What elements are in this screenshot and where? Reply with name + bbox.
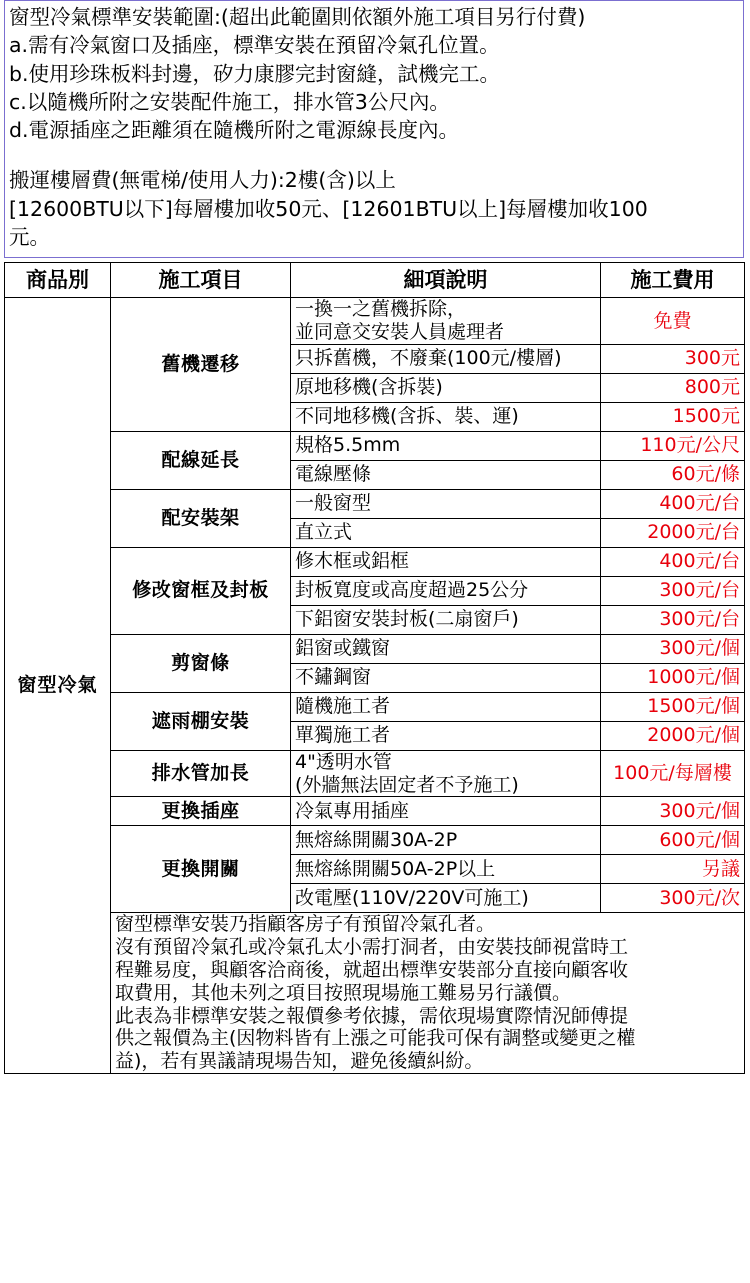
- detail-line-1: 4"透明水管: [295, 750, 392, 773]
- price-cell: 600元/個: [601, 826, 745, 855]
- footnote-line-6: 供之報價為主(因物料皆有上漲之可能我可保有調整或變更之權: [115, 1027, 636, 1050]
- notes-item-d: d.電源插座之距離須在隨機所附之電源線長度內。: [9, 118, 460, 143]
- price-cell: 2000元/個: [601, 721, 745, 750]
- table-row: [5, 826, 745, 855]
- price-cell: 100元/每層樓: [601, 750, 745, 797]
- header-price: 施工費用: [601, 263, 745, 298]
- price-cell: 另議: [601, 855, 745, 884]
- price-cell: 1500元: [601, 402, 745, 431]
- table-row: [5, 797, 745, 826]
- detail-cell: [291, 298, 601, 345]
- detail-cell: 修木框或鋁框: [291, 547, 601, 576]
- footnote-line-5: 此表為非標準安裝之報價參考依據，需依現場實際情況師傅提: [115, 1004, 629, 1027]
- price-cell: 400元/台: [601, 547, 745, 576]
- detail-line-2: (外牆無法固定者不予施工): [295, 773, 519, 796]
- pricing-table: [4, 262, 745, 1074]
- detail-cell: 隨機施工者: [291, 692, 601, 721]
- notes-item-c: c.以隨機所附之安裝配件施工，排水管3公尺內。: [9, 89, 450, 114]
- detail-cell: 不鏽鋼窗: [291, 663, 601, 692]
- detail-cell: 無熔絲開關30A-2P: [291, 826, 601, 855]
- detail-cell: 直立式: [291, 518, 601, 547]
- item-cell-rain-canopy-install: 遮雨棚安裝: [111, 692, 291, 750]
- price-cell: 300元/台: [601, 605, 745, 634]
- item-cell-window-frame-modification: 修改窗框及封板: [111, 547, 291, 634]
- footnote-line-2: 沒有預留冷氣孔或冷氣孔太小需打洞者，由安裝技師視當時工: [115, 936, 629, 959]
- detail-cell: 原地移機(含拆裝): [291, 373, 601, 402]
- detail-cell: 無熔絲開關50A-2P以上: [291, 855, 601, 884]
- detail-cell: 冷氣專用插座: [291, 797, 601, 826]
- installation-scope-notes: [4, 0, 744, 258]
- header-item: 施工項目: [111, 263, 291, 298]
- detail-line-1: 一換一之舊機拆除，: [295, 298, 467, 321]
- notes-title: 窗型冷氣標準安裝範圍:(超出此範圍則依額外施工項目另行付費): [9, 5, 586, 29]
- price-cell: 110元/公尺: [601, 431, 745, 460]
- detail-cell: 一般窗型: [291, 489, 601, 518]
- price-cell: 1000元/個: [601, 663, 745, 692]
- table-row: [5, 547, 745, 576]
- price-cell: 60元/條: [601, 460, 745, 489]
- product-cell: 窗型冷氣: [5, 298, 111, 1074]
- item-cell-switch-replacement: 更換開關: [111, 826, 291, 913]
- detail-cell: 鋁窗或鐵窗: [291, 634, 601, 663]
- notes-spacer: [9, 144, 739, 166]
- price-cell: 800元: [601, 373, 745, 402]
- price-cell: 免費: [601, 298, 745, 345]
- price-cell: 300元: [601, 344, 745, 373]
- table-row: [5, 692, 745, 721]
- detail-cell: 改電壓(110V/220V可施工): [291, 884, 601, 913]
- notes-item-b: b.使用珍珠板料封邊，矽力康膠完封窗縫，試機完工。: [9, 61, 501, 86]
- footnote-line-7: 益)，若有異議請現場告知，避免後續糾紛。: [115, 1050, 484, 1073]
- item-cell-socket-replacement: 更換插座: [111, 797, 291, 826]
- footnote-line-1: 窗型標準安裝乃指顧客房子有預留冷氣孔者。: [115, 913, 496, 936]
- table-row: [5, 634, 745, 663]
- price-cell: 400元/台: [601, 489, 745, 518]
- carry-fee-title: 搬運樓層費(無電梯/使用人力):2樓(含)以上: [9, 168, 396, 193]
- price-cell: 300元/個: [601, 797, 745, 826]
- table-row: [5, 298, 745, 345]
- carry-fee-detail-line2: 元。: [9, 224, 50, 249]
- detail-cell: 下鋁窗安裝封板(二扇窗戶): [291, 605, 601, 634]
- detail-line-2: 並同意交安裝人員處理者: [295, 321, 505, 344]
- table-header-row: [5, 263, 745, 298]
- price-cell: 2000元/台: [601, 518, 745, 547]
- detail-cell: 封板寬度或高度超過25公分: [291, 576, 601, 605]
- table-row: [5, 431, 745, 460]
- detail-cell: 電線壓條: [291, 460, 601, 489]
- detail-cell: [291, 750, 601, 797]
- item-cell-wiring-extension: 配線延長: [111, 431, 291, 489]
- carry-fee-detail-line1: [12600BTU以下]每層樓加收50元、[12601BTU以上]每層樓加收100: [9, 196, 648, 221]
- table-row: [5, 750, 745, 797]
- header-product: 商品別: [5, 263, 111, 298]
- item-cell-drain-pipe-extension: 排水管加長: [111, 750, 291, 797]
- footnote-line-4: 取費用，其他未列之項目按照現場施工難易另行議價。: [115, 981, 572, 1004]
- detail-cell: 只拆舊機，不廢棄(100元/樓層): [291, 344, 601, 373]
- detail-cell: 單獨施工者: [291, 721, 601, 750]
- footnotes-row: [5, 913, 745, 1074]
- footnote-line-3: 程難易度，與顧客洽商後，就超出標準安裝部分直接向顧客收: [115, 959, 629, 982]
- notes-item-a: a.需有冷氣窗口及插座，標準安裝在預留冷氣孔位置。: [9, 33, 500, 58]
- table-row: [5, 489, 745, 518]
- header-detail: 細項說明: [291, 263, 601, 298]
- price-cell: 1500元/個: [601, 692, 745, 721]
- item-cell-window-bar-cutting: 剪窗條: [111, 634, 291, 692]
- price-cell: 300元/台: [601, 576, 745, 605]
- item-cell-old-unit-relocation: 舊機遷移: [111, 298, 291, 432]
- price-cell: 300元/個: [601, 634, 745, 663]
- detail-cell: 不同地移機(含拆、裝、運): [291, 402, 601, 431]
- detail-cell: 規格5.5mm: [291, 431, 601, 460]
- item-cell-mounting-bracket: 配安裝架: [111, 489, 291, 547]
- price-cell: 300元/次: [601, 884, 745, 913]
- footnotes-cell: [111, 913, 745, 1074]
